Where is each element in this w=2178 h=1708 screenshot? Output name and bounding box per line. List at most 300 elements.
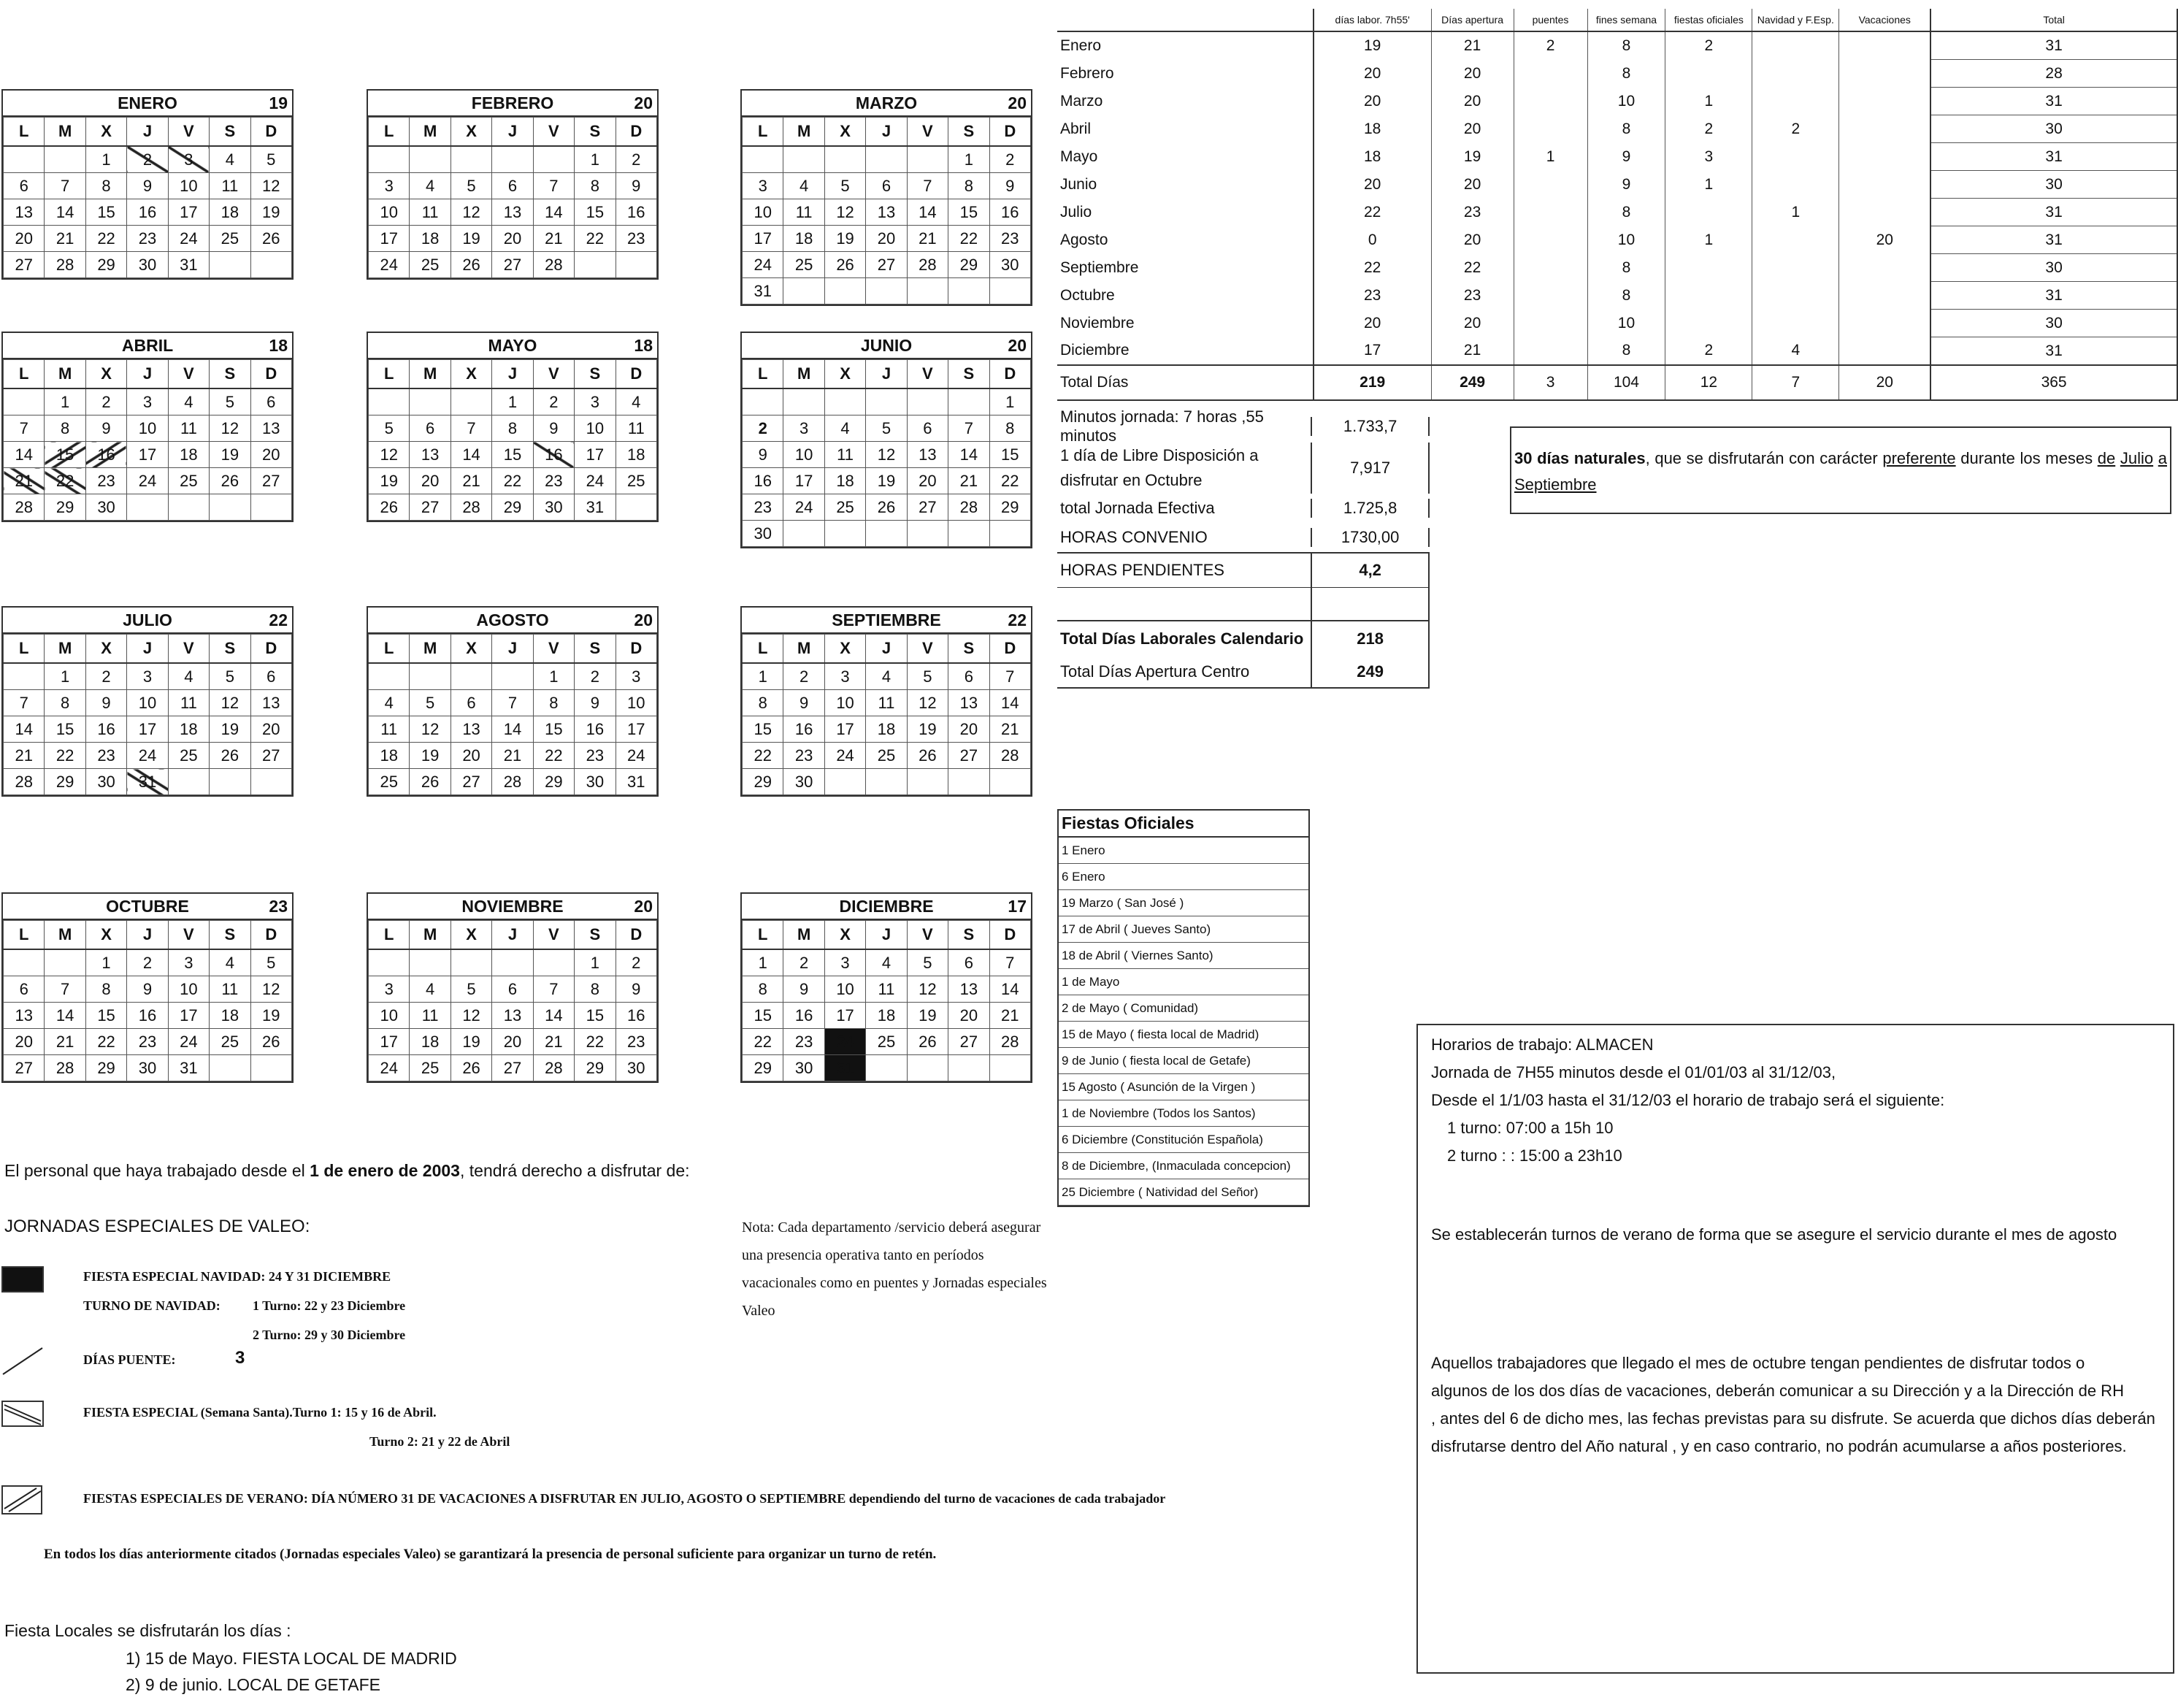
weekday-header: X — [450, 118, 491, 147]
calendar-noviembre — [367, 892, 659, 1083]
calendar-day: 16 — [533, 442, 574, 468]
summary-cell — [1752, 88, 1839, 115]
calendar-day: 14 — [4, 716, 45, 743]
calendar-day: 20 — [4, 226, 45, 252]
summary-cell: 31 — [1930, 282, 2177, 310]
calendar-empty-cell — [783, 388, 824, 415]
weekday-header: X — [824, 921, 865, 950]
calendar-day: 17 — [743, 226, 783, 252]
summary-cell: 20 — [1314, 88, 1431, 115]
horarios-line: Jornada de 7H55 minutos desde el 01/01/03 al 31/12/03, — [1431, 1063, 1836, 1081]
calendar-day: 21 — [45, 1029, 85, 1055]
fiesta-item: 6 Enero — [1059, 864, 1308, 890]
calendar-empty-cell — [907, 521, 948, 547]
calendar-day: 29 — [743, 769, 783, 795]
summary-cell: 2 — [1665, 31, 1752, 60]
calendar-day: 3 — [743, 173, 783, 199]
calendar-day: 26 — [210, 743, 250, 769]
fiesta-item: 19 Marzo ( San José ) — [1059, 890, 1308, 916]
horarios-line: algunos de los dos días de vacaciones, deberán comunicar a su Dirección y a la Dirección de RH — [1431, 1382, 2124, 1400]
weekday-header: X — [85, 360, 126, 389]
summary-cell — [1752, 254, 1839, 282]
summary-month: Octubre — [1060, 286, 1115, 304]
calendar-day: 20 — [907, 468, 948, 494]
weekday-header: X — [450, 921, 491, 950]
weekday-header: D — [616, 360, 656, 389]
summary-cell — [1839, 60, 1930, 88]
calendar-day: 31 — [743, 278, 783, 305]
calendar-empty-cell — [783, 278, 824, 305]
calendar-day: 22 — [948, 226, 989, 252]
calendar-empty-cell — [948, 1055, 989, 1081]
calendar-day: 13 — [250, 690, 291, 716]
calendar-day: 26 — [866, 494, 907, 521]
calendar-day: 14 — [989, 976, 1030, 1003]
summary-cell — [1839, 143, 1930, 171]
calendar-day: 23 — [575, 743, 616, 769]
calendar-day: 27 — [4, 1055, 45, 1081]
calendar-workday-count: 17 — [1008, 897, 1027, 916]
calendar-workday-count: 18 — [269, 336, 288, 355]
calendar-day: 19 — [410, 743, 450, 769]
calendar-day: 23 — [533, 468, 574, 494]
calendar-day: 12 — [250, 173, 291, 199]
calendar-day: 16 — [616, 199, 656, 226]
calendar-day: 14 — [4, 442, 45, 468]
calendar-empty-cell — [492, 663, 533, 690]
calendar-day: 10 — [616, 690, 656, 716]
weekday-header: V — [168, 921, 209, 950]
calendar-empty-cell — [533, 146, 574, 173]
calendar-day: 5 — [250, 146, 291, 173]
calendar-day: 7 — [45, 976, 85, 1003]
calendar-day: 27 — [410, 494, 450, 521]
summary-cell — [1514, 310, 1587, 337]
calendar-day: 26 — [450, 1055, 491, 1081]
summary-cell: 31 — [1930, 88, 2177, 115]
weekday-header: V — [533, 118, 574, 147]
calendar-empty-cell — [989, 769, 1030, 795]
calendar-workday-count: 20 — [634, 93, 653, 112]
calendar-day: 18 — [168, 716, 209, 743]
calendar-day: 10 — [168, 976, 209, 1003]
calendar-day: 3 — [168, 146, 209, 173]
summary-cell — [1752, 171, 1839, 199]
calendar-day: 18 — [410, 1029, 450, 1055]
weekday-header: D — [989, 635, 1030, 664]
calendar-day: 22 — [45, 468, 85, 494]
calendar-day: 15 — [85, 199, 126, 226]
calendar-empty-cell — [866, 769, 907, 795]
calendar-day: 9 — [85, 415, 126, 442]
calendar-day: 6 — [948, 949, 989, 976]
calendar-day: 22 — [575, 1029, 616, 1055]
calendar-day: 4 — [616, 388, 656, 415]
fiesta-item: 1 Enero — [1059, 838, 1308, 864]
summary-cell: 31 — [1930, 143, 2177, 171]
calendar-day: 14 — [450, 442, 491, 468]
calendar-day: 10 — [824, 976, 865, 1003]
summary-cell: 20 — [1839, 226, 1930, 254]
calendar-day: 15 — [533, 716, 574, 743]
calendar-day: 10 — [369, 199, 410, 226]
calendar-day: 14 — [948, 442, 989, 468]
calendar-empty-cell — [4, 663, 45, 690]
calendar-empty-cell — [989, 1055, 1030, 1081]
calendar-day: 30 — [127, 252, 168, 278]
puente-label: DÍAS PUENTE: — [83, 1352, 176, 1367]
summary-cell: 31 — [1930, 337, 2177, 366]
summary-cell: 10 — [1587, 88, 1665, 115]
calendar-empty-cell — [907, 146, 948, 173]
summary-header: Navidad y F.Esp. — [1752, 9, 1839, 31]
calendar-day: 1 — [743, 663, 783, 690]
calendar-day: 20 — [250, 442, 291, 468]
summary-cell: 8 — [1587, 60, 1665, 88]
summary-cell: 10 — [1587, 226, 1665, 254]
summary-cell: 31 — [1930, 226, 2177, 254]
summary-header: fiestas oficiales — [1665, 9, 1752, 31]
weekday-header: D — [250, 118, 291, 147]
calendar-empty-cell — [450, 663, 491, 690]
calendar-day: 25 — [616, 468, 656, 494]
calendar-day: 15 — [948, 199, 989, 226]
vacaciones-u4: a Septiembre — [1514, 449, 2167, 494]
summary-cell: 20 — [1431, 115, 1514, 143]
summary-month: Abril — [1060, 120, 1092, 137]
summary-cell: 2 — [1514, 31, 1587, 60]
summary-cell: 1 — [1665, 88, 1752, 115]
calendar-empty-cell — [948, 769, 989, 795]
calendar-day: 20 — [410, 468, 450, 494]
calendar-day: 4 — [210, 146, 250, 173]
calendar-day: 3 — [127, 663, 168, 690]
fiesta-item: 8 de Diciembre, (Inmaculada concepcion) — [1059, 1153, 1308, 1179]
calendar-day: 17 — [616, 716, 656, 743]
calendar-empty-cell — [4, 388, 45, 415]
summary-total-cell: 365 — [1930, 365, 2177, 400]
calendar-empty-cell — [866, 521, 907, 547]
calendar-day: 6 — [4, 976, 45, 1003]
calendar-day: 9 — [783, 976, 824, 1003]
weekday-header: M — [45, 360, 85, 389]
calendar-day: 16 — [575, 716, 616, 743]
calendar-day: 5 — [907, 663, 948, 690]
calendar-day: 5 — [866, 415, 907, 442]
summary-table — [1057, 9, 2178, 401]
vacaciones-u1: preferente — [1882, 449, 1956, 467]
calendar-day: 14 — [907, 199, 948, 226]
calendar-day: 5 — [450, 976, 491, 1003]
calendar-day: 17 — [575, 442, 616, 468]
calendar-day: 18 — [168, 442, 209, 468]
calendar-day: 12 — [410, 716, 450, 743]
calendar-empty-cell — [948, 521, 989, 547]
calendar-day: 26 — [369, 494, 410, 521]
summary-month: Mayo — [1060, 148, 1098, 165]
calendar-empty-cell — [743, 388, 783, 415]
calendar-day: 29 — [85, 1055, 126, 1081]
summary-header: Días apertura — [1431, 9, 1514, 31]
calendar-day: 11 — [866, 690, 907, 716]
calendar-empty-cell — [45, 949, 85, 976]
calendar-empty-cell — [250, 494, 291, 521]
weekday-header: M — [783, 118, 824, 147]
summary-cell: 2 — [1665, 337, 1752, 366]
weekday-header: X — [85, 118, 126, 147]
calendar-day: 11 — [410, 199, 450, 226]
calendar-day: 21 — [4, 468, 45, 494]
calendar-day: 11 — [824, 442, 865, 468]
summary-month: Julio — [1060, 203, 1092, 221]
weekday-header: S — [575, 635, 616, 664]
calendar-day: 7 — [989, 663, 1030, 690]
weekday-header: V — [168, 118, 209, 147]
calendar-day: 2 — [616, 146, 656, 173]
fiesta-item: 15 Agosto ( Asunción de la Virgen ) — [1059, 1074, 1308, 1100]
summary-cell: 20 — [1314, 310, 1431, 337]
calendar-day: 1 — [492, 388, 533, 415]
hours-label-efectiva: total Jornada Efectiva — [1060, 499, 1215, 517]
calendar-day: 17 — [369, 226, 410, 252]
summary-header: Vacaciones — [1839, 9, 1930, 31]
calendar-day: 8 — [85, 173, 126, 199]
calendar-empty-cell — [989, 278, 1030, 305]
calendar-day: 13 — [948, 690, 989, 716]
summary-cell — [1514, 60, 1587, 88]
calendar-empty-cell — [410, 388, 450, 415]
summary-month: Diciembre — [1060, 342, 1130, 359]
calendar-day: 4 — [168, 388, 209, 415]
calendar-day: 11 — [410, 1003, 450, 1029]
calendar-day: 27 — [492, 1055, 533, 1081]
summary-cell — [1839, 310, 1930, 337]
summary-month: Febrero — [1060, 64, 1114, 82]
calendar-day: 24 — [824, 1029, 865, 1055]
weekday-header: S — [948, 635, 989, 664]
calendar-day: 20 — [948, 716, 989, 743]
calendar-day: 12 — [210, 415, 250, 442]
calendar-day: 7 — [4, 690, 45, 716]
nota-line: vacacionales como en puentes y Jornadas especiales — [742, 1275, 1047, 1291]
summary-cell — [1514, 337, 1587, 366]
summary-cell: 20 — [1431, 226, 1514, 254]
summary-cell — [1752, 310, 1839, 337]
calendar-day: 29 — [45, 494, 85, 521]
calendar-day: 4 — [168, 663, 209, 690]
calendar-day: 30 — [743, 521, 783, 547]
locales-title: Fiesta Locales se disfrutarán los días : — [4, 1621, 291, 1640]
calendar-day: 29 — [989, 494, 1030, 521]
weekday-header: D — [989, 360, 1030, 389]
calendar-abril — [1, 332, 294, 522]
calendar-day: 21 — [533, 226, 574, 252]
calendar-day: 8 — [45, 690, 85, 716]
calendar-day: 27 — [866, 252, 907, 278]
calendar-day: 28 — [45, 1055, 85, 1081]
summary-month: Noviembre — [1060, 314, 1135, 332]
calendar-day: 8 — [85, 976, 126, 1003]
hours-value-efectiva: 1.725,8 — [1311, 499, 1430, 518]
summary-cell — [1752, 31, 1839, 60]
summary-cell: 31 — [1930, 31, 2177, 60]
summary-cell: 8 — [1587, 31, 1665, 60]
calendar-day: 21 — [907, 226, 948, 252]
calendar-day: 11 — [210, 976, 250, 1003]
local-1: 1) 15 de Mayo. FIESTA LOCAL DE MADRID — [126, 1649, 457, 1668]
calendar-month-name: SEPTIEMBRE — [832, 610, 941, 629]
navidad-legend-icon — [1, 1266, 44, 1293]
calendar-empty-cell — [575, 252, 616, 278]
weekday-header: S — [948, 921, 989, 950]
calendar-day: 24 — [743, 252, 783, 278]
summary-cell: 9 — [1587, 143, 1665, 171]
hours-label-libre: 1 día de Libre Disposición a disfrutar en Octubre — [1060, 446, 1259, 489]
calendar-day: 5 — [410, 690, 450, 716]
calendar-day: 23 — [127, 1029, 168, 1055]
calendar-day: 22 — [989, 468, 1030, 494]
summary-cell: 8 — [1587, 254, 1665, 282]
calendar-day: 30 — [533, 494, 574, 521]
weekday-header: V — [533, 921, 574, 950]
summary-cell: 21 — [1431, 31, 1514, 60]
calendar-day: 27 — [250, 468, 291, 494]
calendar-day: 20 — [492, 1029, 533, 1055]
calendar-day: 28 — [948, 494, 989, 521]
calendar-day: 2 — [127, 949, 168, 976]
fiesta-item: 18 de Abril ( Viernes Santo) — [1059, 943, 1308, 969]
weekday-header: V — [533, 635, 574, 664]
calendar-day: 12 — [907, 690, 948, 716]
calendar-day: 13 — [492, 199, 533, 226]
calendar-day: 2 — [85, 663, 126, 690]
summary-cell: 19 — [1431, 143, 1514, 171]
calendar-workday-count: 20 — [1008, 336, 1027, 355]
calendar-day: 19 — [250, 1003, 291, 1029]
calendar-workday-count: 20 — [634, 897, 653, 916]
calendar-day: 18 — [410, 226, 450, 252]
calendar-day: 30 — [575, 769, 616, 795]
weekday-header: M — [783, 635, 824, 664]
summary-cell — [1752, 226, 1839, 254]
turno-navidad-2: 2 Turno: 29 y 30 Diciembre — [253, 1328, 406, 1342]
summary-cell — [1839, 254, 1930, 282]
calendar-day: 18 — [866, 1003, 907, 1029]
calendar-day: 24 — [127, 743, 168, 769]
summary-cell — [1514, 199, 1587, 226]
summary-cell — [1514, 254, 1587, 282]
summary-total-label: Total Días — [1057, 365, 1314, 400]
calendar-day: 2 — [989, 146, 1030, 173]
calendar-day: 17 — [127, 442, 168, 468]
hours-label-convenio: HORAS CONVENIO — [1060, 528, 1208, 546]
summary-cell: 3 — [1665, 143, 1752, 171]
calendar-day: 19 — [907, 1003, 948, 1029]
calendar-septiembre — [740, 606, 1032, 797]
calendar-day: 3 — [616, 663, 656, 690]
vacaciones-text-1: , que se disfrutarán con carácter — [1645, 449, 1883, 467]
calendar-day: 8 — [743, 976, 783, 1003]
calendar-day: 25 — [369, 769, 410, 795]
calendar-empty-cell — [492, 949, 533, 976]
nota-line: una presencia operativa tanto en períodos — [742, 1247, 984, 1263]
summary-cell — [1839, 171, 1930, 199]
summary-cell: 20 — [1431, 171, 1514, 199]
calendar-day: 12 — [866, 442, 907, 468]
calendar-day: 31 — [575, 494, 616, 521]
calendar-day: 26 — [250, 1029, 291, 1055]
summary-total-cell: 7 — [1752, 365, 1839, 400]
fiesta-item: 1 de Mayo — [1059, 969, 1308, 995]
calendar-day: 15 — [575, 199, 616, 226]
summary-cell — [1514, 282, 1587, 310]
fiestas-oficiales — [1057, 809, 1310, 1207]
weekday-header: S — [948, 360, 989, 389]
calendar-day: 20 — [866, 226, 907, 252]
intro-text: El personal que haya trabajado desde el 1 de enero de 2003, tendrá derecho a disfrutar de: — [4, 1161, 690, 1180]
summary-cell — [1514, 115, 1587, 143]
calendar-day: 27 — [250, 743, 291, 769]
summary-cell: 20 — [1314, 171, 1431, 199]
weekday-header: S — [948, 118, 989, 147]
calendar-day: 3 — [783, 415, 824, 442]
calendar-day: 1 — [85, 146, 126, 173]
calendar-day: 22 — [575, 226, 616, 252]
weekday-header: J — [492, 921, 533, 950]
summary-cell: 1 — [1514, 143, 1587, 171]
calendar-day: 28 — [4, 769, 45, 795]
weekday-header: J — [127, 360, 168, 389]
calendar-empty-cell — [450, 388, 491, 415]
weekday-header: X — [824, 360, 865, 389]
calendar-day: 15 — [743, 716, 783, 743]
calendar-workday-count: 23 — [269, 897, 288, 916]
calendar-day: 4 — [866, 949, 907, 976]
calendar-day: 4 — [866, 663, 907, 690]
calendar-empty-cell — [369, 663, 410, 690]
calendar-day: 28 — [907, 252, 948, 278]
calendar-day: 12 — [450, 1003, 491, 1029]
calendar-day: 27 — [948, 743, 989, 769]
summary-cell: 18 — [1314, 115, 1431, 143]
fiesta-item: 9 de Junio ( fiesta local de Getafe) — [1059, 1048, 1308, 1074]
nota-line: Nota: Cada departamento /servicio deberá asegurar — [742, 1219, 1041, 1236]
summary-cell — [1665, 60, 1752, 88]
weekday-header: S — [210, 118, 250, 147]
calendar-day: 20 — [4, 1029, 45, 1055]
calendar-day: 8 — [743, 690, 783, 716]
calendar-day: 10 — [369, 1003, 410, 1029]
calendar-day: 10 — [743, 199, 783, 226]
calendar-day: 1 — [989, 388, 1030, 415]
calendar-day: 28 — [989, 1029, 1030, 1055]
calendar-day: 28 — [492, 769, 533, 795]
summary-cell — [1839, 88, 1930, 115]
calendar-month-name: AGOSTO — [476, 610, 549, 629]
weekday-header: V — [533, 360, 574, 389]
calendar-junio — [740, 332, 1032, 548]
fiesta-item: 17 de Abril ( Jueves Santo) — [1059, 916, 1308, 943]
calendar-day: 31 — [127, 769, 168, 795]
calendar-day: 18 — [824, 468, 865, 494]
weekday-header: X — [450, 360, 491, 389]
summary-cell: 8 — [1587, 199, 1665, 226]
calendar-day: 6 — [450, 690, 491, 716]
calendar-empty-cell — [250, 769, 291, 795]
calendar-day: 23 — [85, 468, 126, 494]
calendar-day: 19 — [250, 199, 291, 226]
calendar-day: 27 — [4, 252, 45, 278]
